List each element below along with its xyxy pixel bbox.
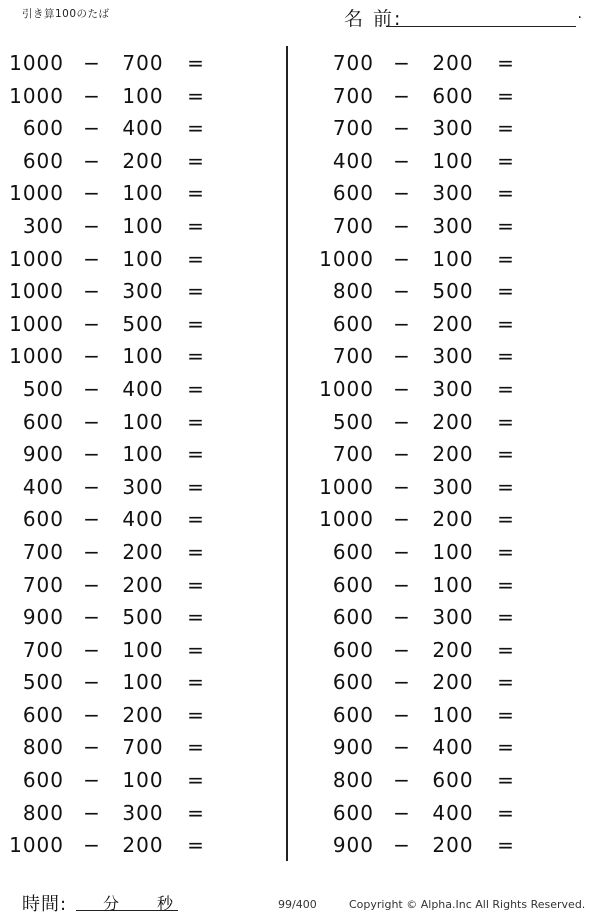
- problem-row: [310, 243, 580, 276]
- equals-sign: =: [187, 442, 205, 467]
- equals-sign: =: [187, 768, 205, 793]
- problem-row: [0, 243, 270, 276]
- equals-sign: =: [187, 51, 205, 75]
- minuend: 700: [332, 116, 374, 141]
- problem-row: [310, 536, 580, 569]
- problem-row: [310, 308, 580, 341]
- problem-row: [0, 373, 270, 406]
- worksheet-title: 引き算100のたば: [22, 8, 110, 20]
- subtrahend: 200: [122, 148, 164, 173]
- minus-sign: −: [83, 279, 101, 304]
- minus-sign: −: [393, 833, 411, 858]
- equals-sign: =: [497, 768, 515, 793]
- minuend: 1000: [9, 181, 64, 206]
- problem-row: [310, 764, 580, 797]
- minuend: 800: [22, 800, 64, 825]
- minuend: 1000: [319, 246, 374, 271]
- minus-sign: −: [393, 768, 411, 793]
- equals-sign: =: [497, 246, 515, 271]
- subtrahend: 300: [432, 181, 474, 206]
- minuend: 900: [22, 442, 64, 467]
- subtrahend: 200: [122, 833, 164, 858]
- minuend: 600: [332, 539, 374, 564]
- problem-row: [310, 47, 580, 80]
- seconds-label: 秒: [157, 894, 174, 913]
- problem-row: [310, 145, 580, 178]
- subtrahend: 300: [432, 474, 474, 499]
- equals-sign: =: [187, 83, 205, 108]
- minus-sign: −: [393, 702, 411, 727]
- minuend: 700: [22, 637, 64, 662]
- minuend: 600: [22, 702, 64, 727]
- minus-sign: −: [83, 213, 101, 238]
- minuend: 600: [332, 311, 374, 336]
- minuend: 900: [22, 605, 64, 630]
- problem-row: [310, 666, 580, 699]
- subtrahend: 400: [122, 507, 164, 532]
- problem-row: [310, 634, 580, 667]
- equals-sign: =: [187, 279, 205, 304]
- equals-sign: =: [497, 539, 515, 564]
- equals-sign: =: [497, 442, 515, 467]
- minus-sign: −: [83, 637, 101, 662]
- equals-sign: =: [497, 409, 515, 434]
- minuend: 1000: [9, 311, 64, 336]
- minuend: 1000: [9, 279, 64, 304]
- minus-sign: −: [83, 702, 101, 727]
- equals-sign: =: [187, 637, 205, 662]
- minus-sign: −: [393, 213, 411, 238]
- minuend: 500: [332, 409, 374, 434]
- minus-sign: −: [393, 637, 411, 662]
- equals-sign: =: [497, 376, 515, 401]
- equals-sign: =: [497, 148, 515, 173]
- problem-row: [310, 503, 580, 536]
- equals-sign: =: [187, 213, 205, 238]
- subtrahend: 200: [122, 572, 164, 597]
- name-label: 名 前:: [344, 8, 403, 30]
- subtrahend: 500: [122, 311, 164, 336]
- subtrahend: 100: [122, 409, 164, 434]
- minus-sign: −: [83, 833, 101, 858]
- minuend: 700: [332, 83, 374, 108]
- problem-row: [310, 731, 580, 764]
- subtrahend: 100: [122, 670, 164, 695]
- subtrahend: 100: [122, 213, 164, 238]
- minus-sign: −: [83, 148, 101, 173]
- minuend: 800: [332, 279, 374, 304]
- minus-sign: −: [83, 376, 101, 401]
- problem-row: [0, 634, 270, 667]
- name-input-line[interactable]: [386, 26, 576, 27]
- minus-sign: −: [83, 181, 101, 206]
- equals-sign: =: [187, 474, 205, 499]
- subtrahend: 600: [432, 83, 474, 108]
- equals-sign: =: [497, 572, 515, 597]
- minus-sign: −: [393, 279, 411, 304]
- problem-row: [0, 112, 270, 145]
- equals-sign: =: [187, 670, 205, 695]
- minus-sign: −: [83, 51, 101, 75]
- minus-sign: −: [393, 181, 411, 206]
- minuend: 700: [332, 213, 374, 238]
- minuend: 600: [332, 637, 374, 662]
- equals-sign: =: [497, 800, 515, 825]
- equals-sign: =: [187, 148, 205, 173]
- minuend: 1000: [319, 507, 374, 532]
- subtrahend: 700: [122, 735, 164, 760]
- problem-row: [310, 797, 580, 830]
- subtrahend: 100: [122, 442, 164, 467]
- problem-row: [0, 829, 270, 862]
- equals-sign: =: [187, 116, 205, 141]
- subtrahend: 200: [432, 51, 474, 75]
- subtrahend: 300: [122, 279, 164, 304]
- minus-sign: −: [393, 148, 411, 173]
- equals-sign: =: [497, 213, 515, 238]
- problem-row: [310, 829, 580, 862]
- subtrahend: 100: [122, 768, 164, 793]
- subtrahend: 100: [122, 344, 164, 369]
- minus-sign: −: [83, 768, 101, 793]
- minuend: 1000: [9, 51, 64, 75]
- minuend: 900: [332, 833, 374, 858]
- minuend: 600: [332, 572, 374, 597]
- equals-sign: =: [497, 605, 515, 630]
- minus-sign: −: [393, 507, 411, 532]
- subtrahend: 400: [432, 735, 474, 760]
- equals-sign: =: [497, 279, 515, 304]
- subtrahend: 200: [432, 637, 474, 662]
- minus-sign: −: [393, 735, 411, 760]
- equals-sign: =: [497, 83, 515, 108]
- minuend: 1000: [9, 246, 64, 271]
- minus-sign: −: [393, 670, 411, 695]
- minuend: 600: [22, 116, 64, 141]
- problem-row: [310, 471, 580, 504]
- minus-sign: −: [83, 539, 101, 564]
- problem-row: [0, 699, 270, 732]
- minus-sign: −: [393, 539, 411, 564]
- equals-sign: =: [497, 833, 515, 858]
- equals-sign: =: [497, 116, 515, 141]
- subtrahend: 100: [122, 637, 164, 662]
- minus-sign: −: [83, 507, 101, 532]
- problem-row: [0, 764, 270, 797]
- minuend: 700: [22, 539, 64, 564]
- problem-row: [310, 80, 580, 113]
- subtrahend: 400: [432, 800, 474, 825]
- equals-sign: =: [497, 670, 515, 695]
- problem-row: [310, 438, 580, 471]
- subtrahend: 300: [122, 800, 164, 825]
- minus-sign: −: [83, 344, 101, 369]
- equals-sign: =: [497, 702, 515, 727]
- subtrahend: 600: [432, 768, 474, 793]
- subtrahend: 300: [432, 344, 474, 369]
- minus-sign: −: [83, 474, 101, 499]
- minuend: 400: [332, 148, 374, 173]
- problem-column-right: [310, 47, 580, 862]
- minuend: 600: [332, 670, 374, 695]
- problem-row: [0, 601, 270, 634]
- minus-sign: −: [83, 572, 101, 597]
- subtrahend: 400: [122, 376, 164, 401]
- minuend: 1000: [9, 83, 64, 108]
- minus-sign: −: [393, 376, 411, 401]
- equals-sign: =: [187, 311, 205, 336]
- problem-row: [0, 406, 270, 439]
- minus-sign: −: [393, 51, 411, 75]
- problem-row: [0, 275, 270, 308]
- subtrahend: 100: [432, 702, 474, 727]
- problem-row: [310, 210, 580, 243]
- minuend: 900: [332, 735, 374, 760]
- equals-sign: =: [497, 51, 515, 75]
- minuend: 600: [22, 409, 64, 434]
- column-divider: [286, 46, 288, 861]
- minus-sign: −: [393, 344, 411, 369]
- subtrahend: 700: [122, 51, 164, 75]
- problem-row: [310, 112, 580, 145]
- minus-sign: −: [393, 474, 411, 499]
- problem-row: [0, 340, 270, 373]
- minus-sign: −: [393, 800, 411, 825]
- problem-row: [310, 406, 580, 439]
- minuend: 600: [332, 181, 374, 206]
- minus-sign: −: [83, 246, 101, 271]
- equals-sign: =: [187, 181, 205, 206]
- minus-sign: −: [393, 605, 411, 630]
- subtrahend: 500: [122, 605, 164, 630]
- subtrahend: 100: [122, 83, 164, 108]
- problem-row: [310, 373, 580, 406]
- problem-row: [0, 308, 270, 341]
- minuend: 600: [332, 605, 374, 630]
- problem-row: [0, 210, 270, 243]
- minuend: 800: [22, 735, 64, 760]
- problem-row: [310, 699, 580, 732]
- subtrahend: 300: [432, 213, 474, 238]
- problem-row: [0, 471, 270, 504]
- problem-row: [0, 797, 270, 830]
- equals-sign: =: [497, 344, 515, 369]
- minus-sign: −: [83, 735, 101, 760]
- subtrahend: 200: [122, 702, 164, 727]
- equals-sign: =: [187, 376, 205, 401]
- name-field-area: [344, 4, 584, 30]
- subtrahend: 400: [122, 116, 164, 141]
- equals-sign: =: [187, 539, 205, 564]
- equals-sign: =: [187, 800, 205, 825]
- minuend: 500: [22, 670, 64, 695]
- problem-row: [310, 177, 580, 210]
- minuend: 700: [332, 344, 374, 369]
- equals-sign: =: [497, 507, 515, 532]
- minuend: 1000: [319, 474, 374, 499]
- minus-sign: −: [393, 442, 411, 467]
- minuend: 700: [22, 572, 64, 597]
- minuend: 600: [22, 148, 64, 173]
- minus-sign: −: [393, 116, 411, 141]
- equals-sign: =: [187, 735, 205, 760]
- subtrahend: 200: [432, 409, 474, 434]
- problem-row: [0, 569, 270, 602]
- problem-row: [0, 80, 270, 113]
- minus-sign: −: [83, 83, 101, 108]
- subtrahend: 200: [122, 539, 164, 564]
- subtrahend: 100: [122, 246, 164, 271]
- equals-sign: =: [187, 572, 205, 597]
- problem-column-left: [0, 47, 270, 862]
- equals-sign: =: [497, 311, 515, 336]
- equals-sign: =: [497, 474, 515, 499]
- subtrahend: 300: [432, 116, 474, 141]
- subtrahend: 300: [122, 474, 164, 499]
- minuend: 600: [332, 800, 374, 825]
- equals-sign: =: [187, 344, 205, 369]
- subtrahend: 200: [432, 670, 474, 695]
- minus-sign: −: [393, 246, 411, 271]
- equals-sign: =: [187, 246, 205, 271]
- subtrahend: 100: [432, 572, 474, 597]
- subtrahend: 100: [122, 181, 164, 206]
- minuend: 400: [22, 474, 64, 499]
- minus-sign: −: [83, 670, 101, 695]
- minuend: 1000: [9, 344, 64, 369]
- problem-row: [0, 731, 270, 764]
- name-end-mark: .: [577, 6, 582, 22]
- subtrahend: 200: [432, 507, 474, 532]
- problem-row: [0, 438, 270, 471]
- problem-row: [310, 569, 580, 602]
- subtrahend: 200: [432, 311, 474, 336]
- minuend: 700: [332, 51, 374, 75]
- minuend: 500: [22, 376, 64, 401]
- equals-sign: =: [187, 507, 205, 532]
- equals-sign: =: [187, 409, 205, 434]
- subtrahend: 300: [432, 605, 474, 630]
- problem-row: [0, 536, 270, 569]
- subtrahend: 200: [432, 442, 474, 467]
- minuend: 600: [332, 702, 374, 727]
- minus-sign: −: [83, 311, 101, 336]
- minus-sign: −: [393, 409, 411, 434]
- equals-sign: =: [187, 605, 205, 630]
- equals-sign: =: [187, 702, 205, 727]
- problem-row: [0, 47, 270, 80]
- subtrahend: 300: [432, 376, 474, 401]
- minuend: 800: [332, 768, 374, 793]
- problem-row: [310, 275, 580, 308]
- minutes-label: 分: [103, 894, 120, 913]
- subtrahend: 500: [432, 279, 474, 304]
- minuend: 600: [22, 768, 64, 793]
- minuend: 1000: [319, 376, 374, 401]
- problem-row: [310, 601, 580, 634]
- minus-sign: −: [83, 442, 101, 467]
- minuend: 700: [332, 442, 374, 467]
- subtrahend: 100: [432, 539, 474, 564]
- minus-sign: −: [83, 116, 101, 141]
- problem-row: [310, 340, 580, 373]
- minuend: 1000: [9, 833, 64, 858]
- time-label: 時間:: [22, 894, 68, 915]
- minuend: 600: [22, 507, 64, 532]
- footer: [0, 880, 600, 914]
- equals-sign: =: [497, 181, 515, 206]
- copyright-notice: Copyright © Alpha.Inc All Rights Reserved.: [349, 898, 586, 911]
- minus-sign: −: [83, 800, 101, 825]
- equals-sign: =: [497, 735, 515, 760]
- problem-row: [0, 503, 270, 536]
- minus-sign: −: [393, 311, 411, 336]
- subtrahend: 100: [432, 246, 474, 271]
- subtrahend: 200: [432, 833, 474, 858]
- minus-sign: −: [393, 572, 411, 597]
- minuend: 300: [22, 213, 64, 238]
- minus-sign: −: [393, 83, 411, 108]
- problem-row: [0, 145, 270, 178]
- equals-sign: =: [497, 637, 515, 662]
- problem-row: [0, 666, 270, 699]
- page-number: 99/400: [278, 898, 317, 911]
- minus-sign: −: [83, 605, 101, 630]
- subtrahend: 100: [432, 148, 474, 173]
- minus-sign: −: [83, 409, 101, 434]
- equals-sign: =: [187, 833, 205, 858]
- problem-row: [0, 177, 270, 210]
